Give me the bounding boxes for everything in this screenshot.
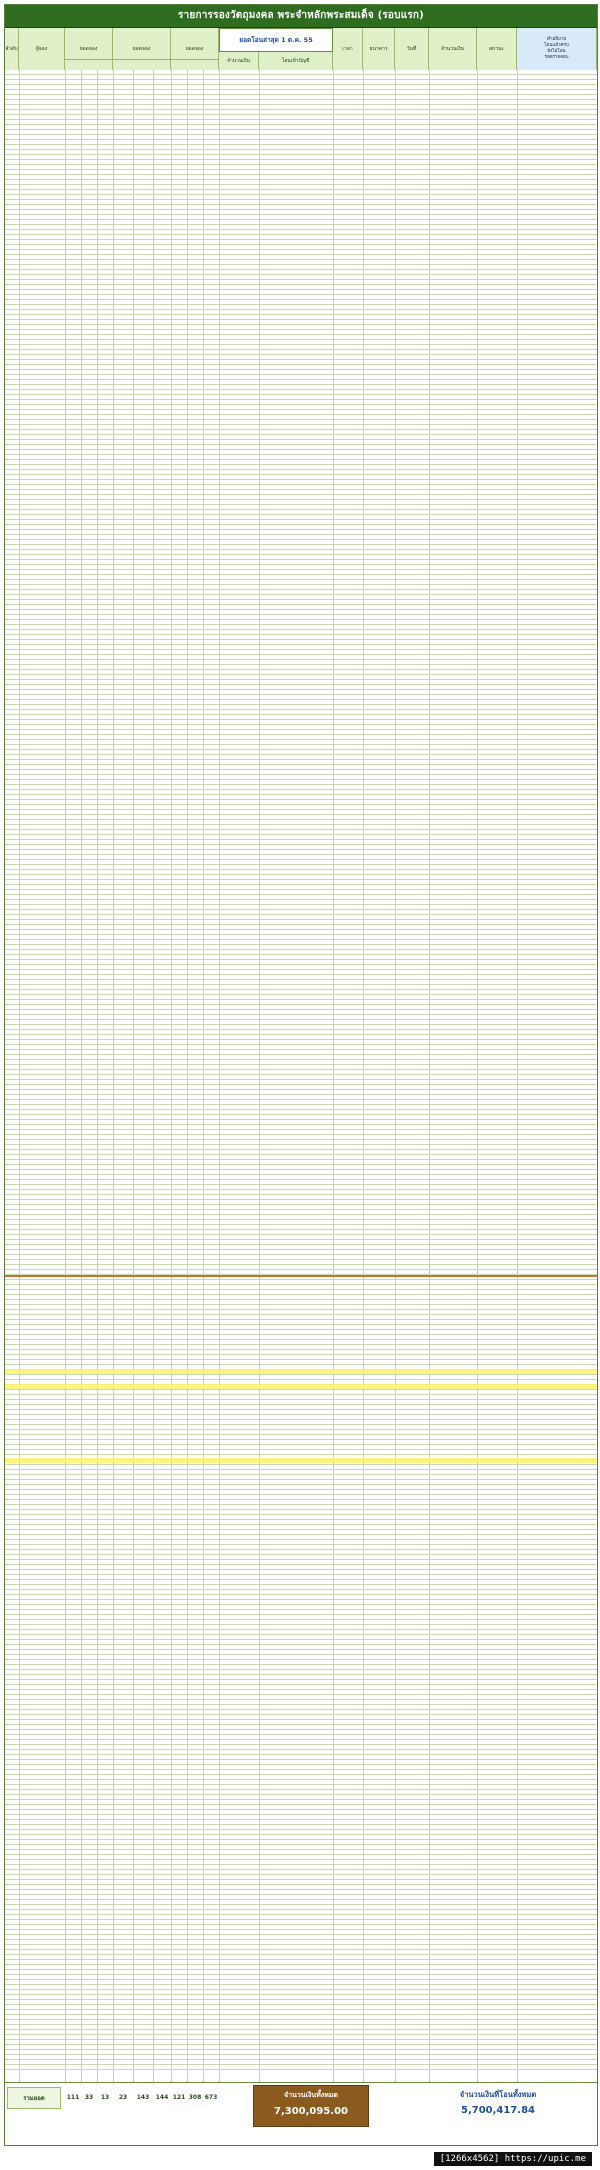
grid-line: [517, 70, 518, 2082]
footer-total-label: จำนวนเงินทั้งหมด: [284, 2091, 338, 2099]
header-time: เวลา: [333, 28, 363, 70]
grid-line: [259, 70, 260, 2082]
grid-line: [477, 70, 478, 2082]
header-group-c: [171, 28, 219, 70]
header-transfer: โอนเข้าบัญชี: [259, 52, 333, 70]
footer-balance-label: จำนวนเงินที่โอนทั้งหมด: [459, 2090, 537, 2099]
sheet-title: รายการรองวัตถุมงคล พระจำหลักพระสมเด็จ (รอบแรก): [5, 5, 597, 28]
highlighted-row: [5, 1384, 597, 1389]
header-status: สถานะ: [477, 28, 517, 70]
header-date: วันที่: [395, 28, 429, 70]
table-footer: [5, 2082, 597, 2146]
grid-line: [171, 70, 172, 2082]
footer-count: 23: [118, 2093, 128, 2101]
header-user: ผู้จอง: [19, 28, 65, 70]
legend-paid: โอนแล้วครบ: [544, 43, 569, 48]
header-no: ลำดับ: [5, 28, 19, 70]
header-group-b: [113, 28, 171, 70]
footer-total-value: 7,300,095.00: [273, 2106, 349, 2117]
table-header: [5, 28, 597, 71]
legend-unpaid: ยังไม่โอน: [547, 49, 566, 54]
grid-line: [187, 70, 188, 2082]
grid-line: [429, 70, 430, 2082]
footer-balance-value: 5,700,417.84: [460, 2105, 536, 2116]
grid-line: [363, 70, 364, 2082]
header-group-c-sub: [171, 59, 218, 70]
grid-line: [203, 70, 204, 2082]
header-balance-label: ยอดโอนล่าสุด 1 ต.ค. 55: [219, 28, 333, 52]
footer-count: 308: [188, 2093, 202, 2101]
header-total: จำนวนเงิน: [429, 28, 477, 70]
grid-line: [113, 70, 114, 2082]
footer-count: 121: [172, 2093, 186, 2101]
grid-line: [219, 70, 220, 2082]
watermark: [1266x4562] https://upic.me: [434, 2152, 592, 2166]
grid-line: [65, 70, 66, 2082]
grid-line: [133, 70, 134, 2082]
grid-line: [81, 70, 82, 2082]
header-group-b-label: ยอดจอง: [132, 46, 151, 52]
footer-count: 111: [66, 2093, 80, 2101]
header-group-a-sub: [65, 59, 112, 70]
legend-checking: รอตรวจสอบ: [544, 55, 569, 60]
grid-line: [333, 70, 334, 2082]
header-bank: ธนาคาร: [363, 28, 395, 70]
footer-count: 144: [155, 2093, 169, 2101]
table-body: [5, 70, 597, 2082]
header-group-a-label: ยอดจอง: [79, 46, 98, 52]
table-row: [5, 2065, 597, 2070]
header-group-a: [65, 28, 113, 70]
grid-line: [97, 70, 98, 2082]
section-divider: [5, 1275, 597, 1277]
header-legend: [517, 28, 597, 70]
footer-total-box: [253, 2085, 369, 2127]
header-group-c-label: ยอดจอง: [185, 46, 204, 52]
grid-line: [153, 70, 154, 2082]
grid-line: [19, 70, 20, 2082]
reservation-sheet: [4, 4, 598, 2146]
header-amount: จำนวนเงิน: [219, 52, 259, 70]
header-group-b-sub: [113, 59, 170, 70]
footer-count: 13: [100, 2093, 110, 2101]
grid-line: [395, 70, 396, 2082]
footer-count: 673: [204, 2093, 218, 2101]
footer-count: 143: [136, 2093, 150, 2101]
footer-label: รวมยอด: [7, 2087, 61, 2109]
highlighted-row: [5, 1369, 597, 1374]
legend-title: คำอธิบาย: [546, 37, 566, 42]
highlighted-row: [5, 1458, 597, 1463]
footer-count: 33: [84, 2093, 94, 2101]
